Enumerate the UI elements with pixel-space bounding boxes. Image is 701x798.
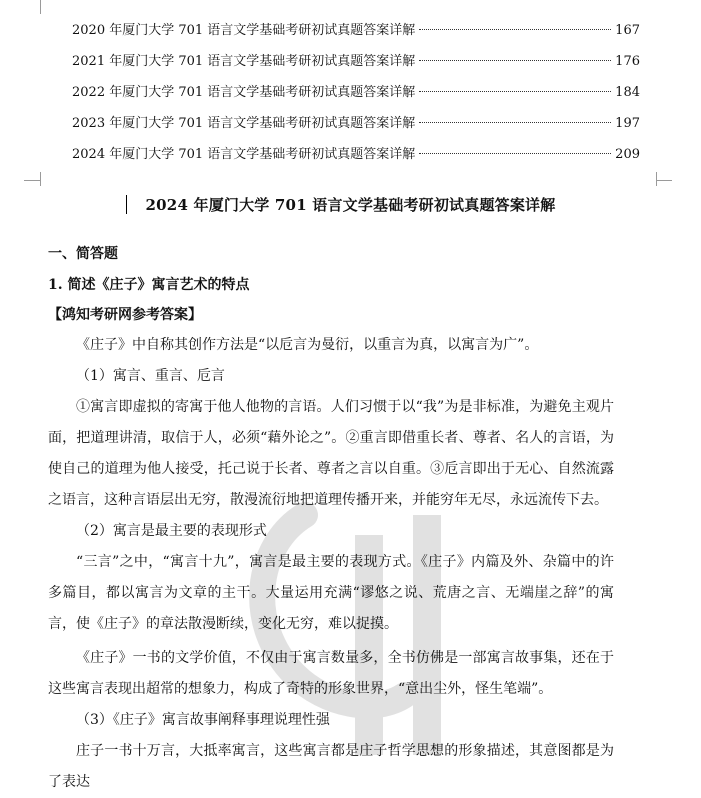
toc-entry[interactable] — [72, 112, 640, 143]
toc-entry-page: 209 — [615, 147, 640, 162]
crop-mark — [24, 180, 40, 181]
paragraph[interactable]: “三言”之中，“寓言十九”，寓言是最主要的表现方式。《庄子》内篇及外、杂篇中的许多篇目，都以寓言为文章的主干。大量运用充满“谬悠之说、荒唐之言、无端崖之辞”的寓言，使《庄子》的章法散漫断续，变化无穷，难以捉摸。 — [48, 554, 614, 632]
paragraph[interactable]: （1）寓言、重言、卮言 — [76, 368, 225, 384]
crop-mark — [40, 172, 41, 186]
toc-entry[interactable] — [72, 19, 640, 50]
crop-mark — [40, 0, 41, 14]
toc-entry-title: 2020 年厦门大学 701 语言文学基础考研初试真题答案详解 — [72, 23, 416, 38]
answer-tag[interactable]: 【鸿知考研网参考答案】 — [48, 307, 202, 323]
paragraph[interactable]: 庄子一书十万言，大抵率寓言，这些寓言都是庄子哲学思想的形象描述，其意图都是为了表达 — [48, 743, 614, 790]
toc-entry-title: 2023 年厦门大学 701 语言文学基础考研初试真题答案详解 — [72, 116, 416, 131]
toc-entry-title: 2022 年厦门大学 701 语言文学基础考研初试真题答案详解 — [72, 85, 416, 100]
table-of-contents — [72, 19, 640, 174]
toc-entry-page: 184 — [615, 85, 640, 100]
toc-entry-title: 2024 年厦门大学 701 语言文学基础考研初试真题答案详解 — [72, 147, 416, 162]
paragraph[interactable]: 《庄子》中自称其创作方法是“以卮言为曼衍，以重言为真，以寓言为广”。 — [76, 337, 539, 353]
toc-entry[interactable] — [72, 81, 640, 112]
paragraph[interactable]: 《庄子》一书的文学价值，不仅由于寓言数量多，全书仿佛是一部寓言故事集，还在于这些寓言表现出超常的想象力，构成了奇特的形象世界，“意出尘外，怪生笔端”。 — [48, 650, 614, 697]
toc-entry-page: 167 — [615, 23, 640, 38]
toc-leader-dots — [419, 153, 611, 154]
toc-leader-dots — [419, 91, 611, 92]
paragraph[interactable]: （2）寓言是最主要的表现形式 — [76, 523, 267, 539]
toc-entry-title: 2021 年厦门大学 701 语言文学基础考研初试真题答案详解 — [72, 54, 416, 69]
paragraph[interactable]: （3）《庄子》寓言故事阐释事理说理性强 — [76, 712, 330, 728]
paragraph[interactable]: ①寓言即虚拟的寄寓于他人他物的言语。人们习惯于以“我”为是非标准，为避免主观片面，把道理讲清，取信于人，必须“藉外论之”。②重言即借重长者、尊者、名人的言语，为使自己的道理为他人接受，托己说于长者、尊者之言以自重。③卮言即出于无心、自然流露之语言，这种言语层出无穷，散漫流衍地把道理传播开来，并能穷年无尽，永远流传下去。 — [48, 399, 614, 508]
toc-leader-dots — [419, 60, 611, 61]
crop-mark — [656, 180, 672, 181]
toc-leader-dots — [419, 29, 611, 30]
section-heading[interactable]: 一、简答题 — [48, 246, 118, 262]
toc-entry-page: 197 — [615, 116, 640, 131]
toc-entry[interactable] — [72, 50, 640, 81]
toc-entry[interactable] — [72, 143, 640, 174]
toc-leader-dots — [419, 122, 611, 123]
toc-entry-page: 176 — [615, 54, 640, 69]
crop-mark — [656, 172, 657, 186]
document-title[interactable]: 2024 年厦门大学 701 语言文学基础考研初试真题答案详解 — [145, 196, 556, 214]
question-heading[interactable]: 1. 简述《庄子》寓言艺术的特点 — [48, 277, 250, 293]
